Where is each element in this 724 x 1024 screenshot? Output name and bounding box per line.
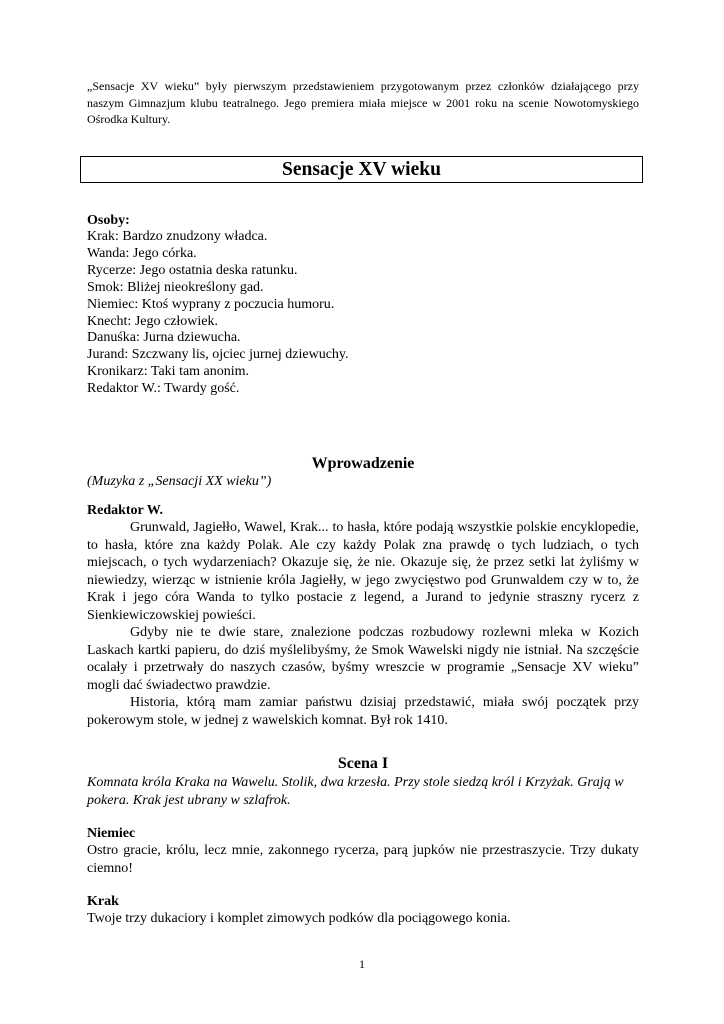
introduction-stage-direction: (Muzyka z „Sensacji XX wieku”): [87, 474, 272, 489]
cast-item: Jurand: Szczwany lis, ojciec jurnej dziewuchy.: [87, 347, 349, 363]
play-title: Sensacje XV wieku: [80, 156, 643, 183]
scene-stage-direction: Komnata króla Kraka na Wawelu. Stolik, dwa krzesła. Przy stole siedzą król i Krzyżak. Grają w pokera. Krak jest ubrany w szlafrok.: [87, 775, 624, 808]
cast-list: [87, 229, 349, 398]
speaker-name: Redaktor W.: [87, 503, 163, 518]
cast-heading: Osoby:: [87, 213, 130, 228]
cast-item: Kronikarz: Taki tam anonim.: [87, 364, 250, 380]
cast-item: Danuśka: Jurna dziewucha.: [87, 330, 241, 346]
cast-item: Niemiec: Ktoś wyprany z poczucia humoru.: [87, 296, 335, 312]
cast-item: Wanda: Jego córka.: [87, 245, 197, 261]
cast-item: Krak: Bardzo znudzony władca.: [87, 229, 268, 244]
speech-paragraph: Grunwald, Jagiełło, Wawel, Krak... to hasła, które podają wszystkie polskie encyklopedie, to hasła, które zna każdy Polak. Ale czy każdy Polak zna prawdę o tych ludziach, o tych miejscach, o tych wydarzeniach? Okazuje się, że nie. Okazuje się, że przez setki lat żyliśmy w niewiedzy, wierząc w istnienie króla Jagiełły, w jego zwycięstwo pod Grunwaldem czy w to, że Krak i jego córa Wanda to tylko postacie z legend, a Jurand to jedynie straszny rycerz z Sienkiewiczowskiej powieści.: [87, 520, 639, 623]
cast-item: Knecht: Jego człowiek.: [87, 313, 219, 329]
page-number: 1: [359, 957, 365, 971]
dialogue-line: Ostro gracie, królu, lecz mnie, zakonnego rycerza, parą jupków nie przestraszycie. Trzy dukaty ciemno!: [87, 843, 639, 876]
speaker-name: Niemiec: [87, 826, 136, 841]
cast-item: Smok: Bliżej nieokreślony gad.: [87, 279, 264, 295]
introduction-heading: Wprowadzenie: [311, 455, 415, 472]
intro-paragraph: „Sensacje XV wieku” były pierwszym przedstawieniem przygotowanym przez członków działającego przy naszym Gimnazjum klubu teatralnego. Jego premiera miała miejsce w 2001 roku na scenie Nowotomyskiego Ośrodka Kultury.: [87, 79, 639, 126]
dialogue-line: Twoje trzy dukaciory i komplet zimowych podków dla pociągowego konia.: [87, 911, 511, 926]
speech-paragraph: Gdyby nie te dwie stare, znalezione podczas rozbudowy rozlewni mleka w Kozich Laskach kartki papieru, do dziś myślelibyśmy, że Smok Wawelski nigdy nie istniał. Na szczęście ocalały i przetrwały do naszych czasów, byśmy wreszcie w programie „Sensacje XV wieku” mogli dać świadectwo prawdzie.: [87, 625, 639, 693]
cast-item: Redaktor W.: Twardy gość.: [87, 381, 240, 397]
introduction-speech: [87, 519, 639, 729]
speech-paragraph: Historia, którą mam zamiar państwu dzisiaj przedstawić, miała swój początek przy pokerowym stole, w jednej z wawelskich komnat. Był rok 1410.: [87, 695, 639, 728]
scene-heading: Scena I: [337, 755, 389, 772]
speaker-name: Krak: [87, 894, 119, 909]
cast-item: Rycerze: Jego ostatnia deska ratunku.: [87, 262, 298, 278]
